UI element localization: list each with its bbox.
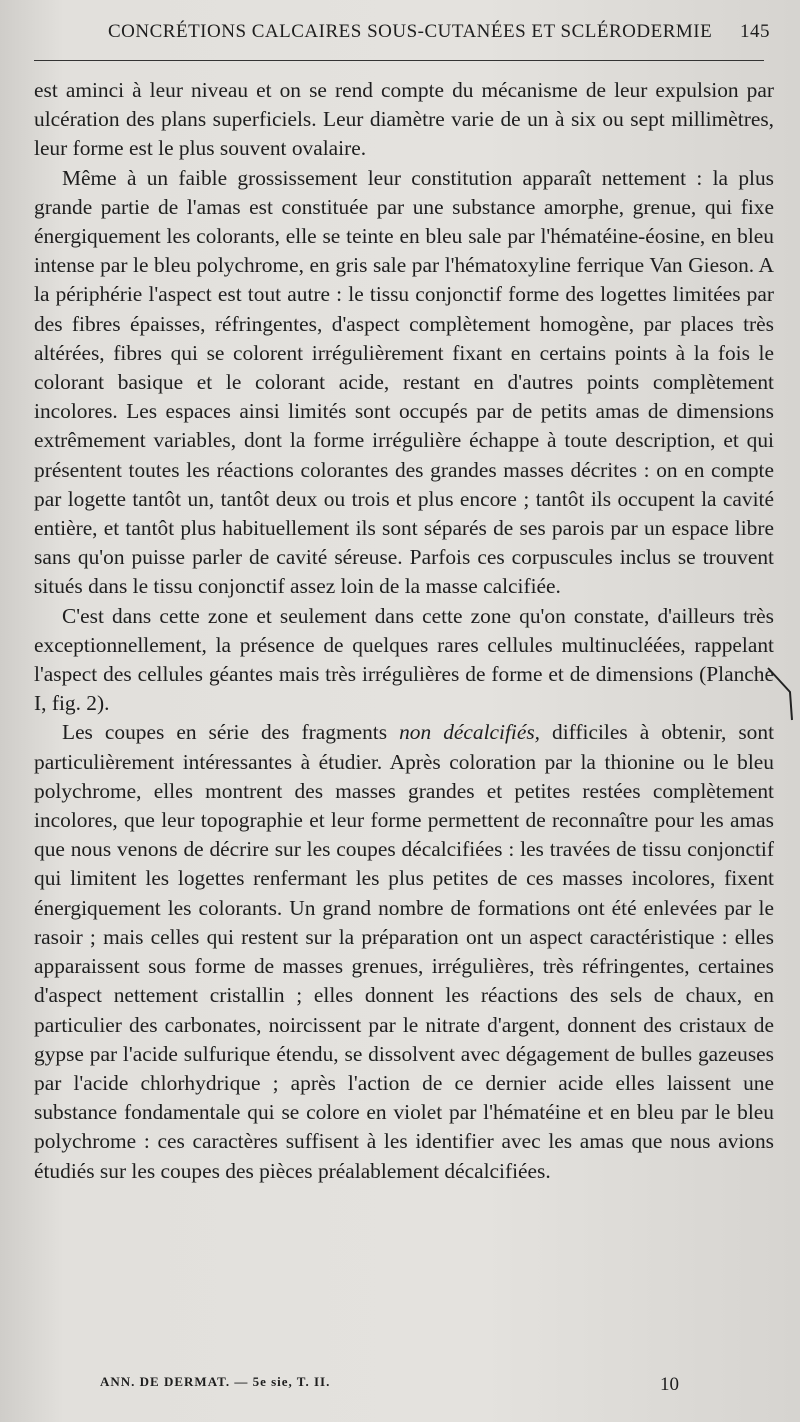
paragraph-text: Même à un faible grossissement leur constitution apparaît nettement : la plus grande partie de l'amas est constituée par une substance amorphe, grenue, qui fixe énergiquement les colorants, elle se teinte en bleu sale par l'hématéine-éosine, en bleu intense par le bleu polychrome, en gris sale par l'hématoxyline ferrique Van Gieson. A la périphérie l'aspect est tout autre : le tissu conjonctif forme des logettes limitées par des fibres épaisses, réfringentes, d'aspect complètement homogène, par places très altérées, fibres qui se colorent irrégulièrement fixant en certains points à la fois le colorant basique et le colorant acide, restant en d'autres points complètement incolores. Les espaces ainsi limités sont occupés par de petits amas de dimensions extrêmement variables, dont la forme irrégulière échappe à toute description, et qui présentent toutes les réactions colorantes des grandes masses décrites : on en compte par logette tantôt un, tantôt deux ou trois et plus encore ; tantôt ils occupent la cavité entière, et tantôt plus habituellement ils sont séparés de ses parois par un espace libre sans qu'on puisse parler de cavité séreuse. Parfois ces corpuscules inclus se trouvent situés dans le tissu conjonctif assez loin de la masse calcifiée. [34, 165, 774, 599]
journal-footer: ANN. DE DERMAT. — 5e sie, T. II. [100, 1374, 331, 1389]
paragraph-text: C'est dans cette zone et seulement dans cette zone qu'on constate, d'ailleurs très exceptionnellement, la présence de quelques rares cellules multinucléées, rappelant l'aspect des cellules géantes mais très irrégulières de forme et de dimensions (Planche I, fig. 2). [34, 603, 774, 716]
running-title: CONCRÉTIONS CALCAIRES SOUS-CUTANÉES ET SCLÉRODERMIE [108, 21, 713, 42]
italic-text: non décalcifiés, [399, 720, 541, 745]
paragraph [34, 164, 774, 602]
signature-number: 10 [660, 1374, 679, 1395]
paragraph-text: est aminci à leur niveau et on se rend compte du mécanisme de leur expulsion par ulcération des plans superficiels. Leur diamètre varie de un à six ou sept millimètres, leur forme est le plus souvent ovalaire. [34, 78, 774, 161]
paragraph [34, 718, 774, 1185]
paragraph [34, 602, 774, 719]
paragraph-text: Les coupes en série des fragments [62, 720, 400, 745]
header-rule [34, 60, 764, 61]
page-number: 145 [740, 21, 770, 42]
paragraph [34, 76, 774, 164]
body-text [34, 76, 774, 1186]
running-header [30, 18, 770, 46]
margin-stroke-mark [766, 664, 796, 724]
paragraph-text: difficiles à obtenir, sont particulièrement intéressantes à étudier. Après coloration par la thionine ou le bleu polychrome, elles montrent des masses grandes et petites restées complètement incolores, que leur topographie et leur forme permettent de reconnaître pour les amas que nous venons de décrire sur les coupes décalcifiées : les travées de tissu conjonctif qui limitent les logettes renfermant les plus petites de ces masses incolores, fixent énergiquement les colorants. Un grand nombre de formations ont été enlevées par le rasoir ; mais celles qui restent sur la préparation ont un aspect caractéristique : elles apparaissent sous forme de masses grenues, irrégulières, très réfringentes, certaines d'aspect nettement cristallin ; elles donnent les réactions des sels de chaux, en particulier des carbonates, noircissent par le nitrate d'argent, donnent des cristaux de gypse par l'acide sulfurique étendu, se dissolvent avec dégagement de bulles gazeuses par l'acide chlorhydrique ; après l'action de ce dernier acide elles laissent une substance fondamentale qui se colore en violet par l'hématéine et en bleu par le bleu polychrome : ces caractères suffisent à les identifier avec les amas que nous avions étudiés sur les coupes des pièces préalablement décalcifiées. [34, 720, 775, 1183]
